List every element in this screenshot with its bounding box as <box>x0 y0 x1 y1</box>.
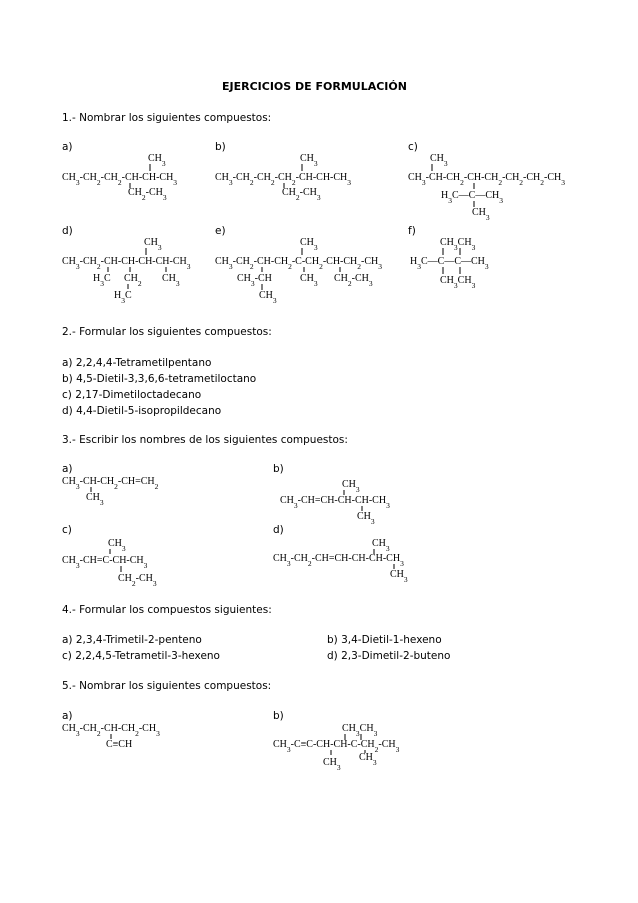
formula-1d-top: $CH_3$ <box>144 237 162 252</box>
formula-1c-mid: $H_3C—C—CH_3$ <box>441 190 503 205</box>
formula-3a-bottom: $CH_3$ <box>86 492 104 507</box>
section-2-heading: 2.- Formular los siguientes compuestos: <box>62 326 272 338</box>
s1-label-a: a) <box>62 141 73 153</box>
formula-3d <box>273 538 408 584</box>
formula-1f-top: $CH_3CH_3$ <box>440 237 476 252</box>
formula-1d-main: $CH_3-CH_2-CH-CH-CH-CH-CH_3$ <box>62 256 191 271</box>
formula-1e <box>215 237 382 305</box>
formula-1f <box>410 237 489 290</box>
formula-1c-main: $CH_3-CH-CH_2-CH-CH_2-CH_2-CH_2-CH_3$ <box>408 172 566 187</box>
formula-1d-sub1: $H_3C$ <box>93 273 111 288</box>
section-4-heading: 4.- Formular los compuestos siguientes: <box>62 604 272 616</box>
formula-3d-top: $CH_3$ <box>372 538 390 553</box>
formula-5b-sub1: $CH_3$ <box>323 757 341 772</box>
formula-1b-top: $CH_3$ <box>300 153 318 168</box>
formula-3b <box>280 479 390 526</box>
formula-5b-top: $CH_3CH_3$ <box>342 723 378 738</box>
formula-3a <box>62 476 159 507</box>
formula-1d <box>62 237 191 305</box>
formula-1e-sub2: $CH_3$ <box>300 273 318 288</box>
s1-label-e: e) <box>215 225 226 237</box>
s4-item-c: c) 2,2,4,5-Tetrametil-3-hexeno <box>62 650 220 662</box>
formula-5b-main: $CH_3-C\equiv C-CH-CH-C-CH_2-CH_3$ <box>273 739 400 754</box>
formula-1a-main: $CH_3-CH_2-CH_2-CH-CH-CH_3$ <box>62 172 178 187</box>
s1-label-d: d) <box>62 225 73 237</box>
s4-item-d: d) 2,3-Dimetil-2-buteno <box>327 650 451 662</box>
formula-3b-main: $CH_3-CH=CH-CH-CH-CH_3$ <box>280 495 390 510</box>
formula-1e-sub3: $CH_2-CH_3$ <box>334 273 373 288</box>
formula-1b <box>215 153 351 202</box>
formula-1d-sub2: $CH_2$ <box>124 273 142 288</box>
s3-label-d: d) <box>273 524 284 536</box>
section-5-heading: 5.- Nombrar los siguientes compuestos: <box>62 680 272 692</box>
formula-1b-bottom: $CH_2-CH_3$ <box>282 187 321 202</box>
page-title: EJERCICIOS DE FORMULACIÓN <box>222 80 407 93</box>
formula-1a-top: $CH_3$ <box>148 153 166 168</box>
formula-1e-sub4: $CH_3$ <box>259 290 277 305</box>
formula-1c-bottom: $CH_3$ <box>472 207 490 222</box>
formula-1a <box>62 153 177 202</box>
s1-label-c: c) <box>408 141 418 153</box>
formula-5a-bottom: C≡CH <box>106 739 133 750</box>
section-1-heading: 1.- Nombrar los siguientes compuestos: <box>62 112 272 124</box>
s2-item-b: b) 4,5-Dietil-3,3,6,6-tetrametiloctano <box>62 373 257 385</box>
formula-5a-main: $CH_3-CH_2-CH-CH_2-CH_3$ <box>62 723 160 738</box>
s3-label-a: a) <box>62 463 73 475</box>
formula-1d-sub4: $H_3C$ <box>114 290 132 305</box>
formula-3d-bottom: $CH_3$ <box>390 569 408 584</box>
formula-1b-main: $CH_3-CH_2-CH_2-CH_2-CH-CH-CH_3$ <box>215 172 352 187</box>
formula-3c-bottom: $CH_2-CH_3$ <box>118 573 157 588</box>
formula-3c <box>62 538 157 588</box>
s5-label-a: a) <box>62 710 73 722</box>
s2-item-a: a) 2,2,4,4-Tetrametilpentano <box>62 357 212 369</box>
s2-item-d: d) 4,4-Dietil-5-isopropildecano <box>62 405 222 417</box>
formula-1e-sub1: $CH_3-CH$ <box>237 273 272 288</box>
formula-1f-bottom: $CH_3CH_3$ <box>440 275 476 290</box>
formula-3d-main: $CH_3-CH_2-CH=CH-CH-CH-CH_3$ <box>273 553 404 568</box>
formula-1c <box>408 153 565 222</box>
formula-1d-sub3: $CH_3$ <box>162 273 180 288</box>
s3-label-c: c) <box>62 524 72 536</box>
s4-item-a: a) 2,3,4-Trimetil-2-penteno <box>62 634 202 646</box>
section-3-heading: 3.- Escribir los nombres de los siguientes compuestos: <box>62 434 348 446</box>
formula-3b-bottom: $CH_3$ <box>357 511 375 526</box>
formula-1c-top: $CH_3$ <box>430 153 448 168</box>
s3-label-b: b) <box>273 463 284 475</box>
s4-item-b: b) 3,4-Dietil-1-hexeno <box>327 634 442 646</box>
formula-3b-top: $CH_3$ <box>342 479 360 494</box>
formula-3c-top: $CH_3$ <box>108 538 126 553</box>
formula-5b <box>273 723 400 772</box>
formula-3c-main: $CH_3-CH=C-CH-CH_3$ <box>62 555 148 570</box>
formula-1e-main: $CH_3-CH_2-CH-CH_2-C-CH_2-CH-CH_2-CH_3$ <box>215 256 383 271</box>
s5-label-b: b) <box>273 710 284 722</box>
formula-5b-sub2: $CH_3$ <box>359 752 377 767</box>
formula-3a-main: $CH_3-CH-CH_2-CH=CH_2$ <box>62 476 159 491</box>
s1-label-b: b) <box>215 141 226 153</box>
formula-1f-main: $H_3C—C—C—CH_3$ <box>410 256 489 271</box>
formula-1a-bottom: $CH_2-CH_3$ <box>128 187 167 202</box>
s2-item-c: c) 2,17-Dimetiloctadecano <box>62 389 202 401</box>
formula-5a <box>62 723 160 750</box>
s1-label-f: f) <box>408 225 416 237</box>
formula-1e-top: $CH_3$ <box>300 237 318 252</box>
